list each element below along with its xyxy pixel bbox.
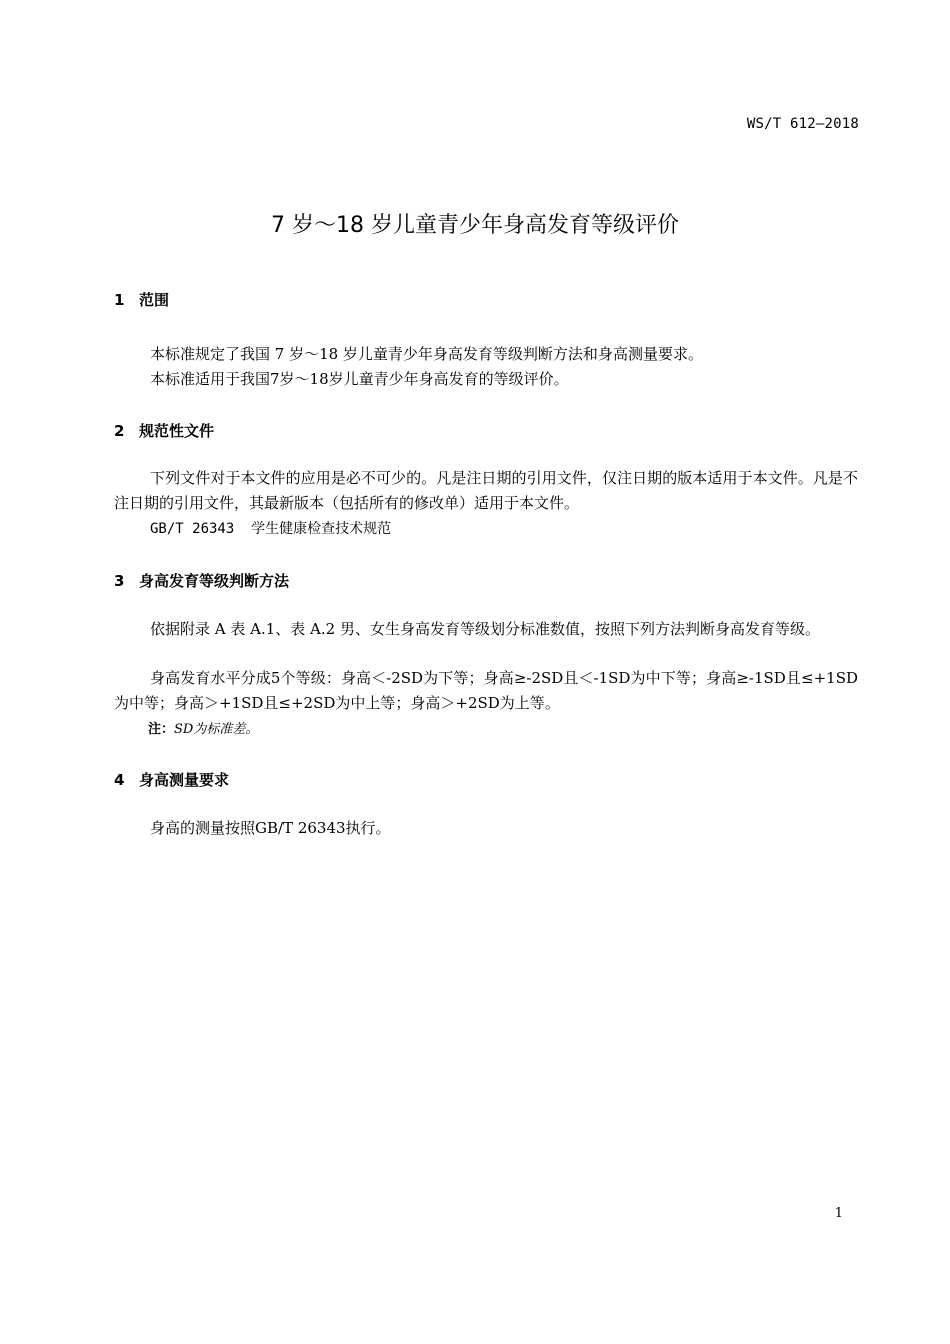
reference-entry: [114, 516, 858, 542]
section-heading-scope: [114, 289, 169, 310]
paragraph: 本标准规定了我国 7 岁～18 岁儿童青少年身高发育等级判断方法和身高测量要求。: [150, 345, 703, 363]
standard-code: WS/T 612—2018: [746, 116, 859, 132]
section-heading-measurement: [114, 769, 229, 790]
note-label: 注：: [148, 722, 175, 737]
paragraph: 本标准适用于我国7岁～18岁儿童青少年身高发育的等级评价。: [150, 370, 569, 388]
paragraph: 身高发育水平分成5个等级：身高＜-2SD为下等；身高≥-2SD且＜-1SD为中下等；身高≥-1SD且≤+1SD为中等；身高＞+1SD且≤+2SD为中上等；身高＞+2SD为上等。: [114, 669, 858, 712]
section-number: 2: [114, 422, 125, 440]
section-title: 身高测量要求: [139, 771, 230, 789]
paragraph: 下列文件对于本文件的应用是必不可少的。凡是注日期的引用文件，仅注日期的版本适用于本文件。凡是不注日期的引用文件，其最新版本（包括所有的修改单）适用于本文件。: [114, 469, 858, 512]
note: [148, 718, 258, 737]
section-heading-grading-method: [114, 570, 289, 591]
section-title: 范围: [139, 291, 170, 309]
section-title: 规范性文件: [139, 422, 215, 440]
document-title: 7 岁～18 岁儿童青少年身高发育等级评价: [271, 213, 679, 238]
section-number: 3: [114, 572, 125, 590]
note-text: SD为标准差。: [174, 722, 259, 737]
section-title: 身高发育等级判断方法: [139, 572, 290, 590]
reference-text: GB/T 26343 学生健康检查技术规范: [150, 521, 392, 537]
paragraph: 身高的测量按照GB/T 26343执行。: [150, 819, 391, 837]
section-number: 4: [114, 771, 125, 789]
section-number: 1: [114, 291, 125, 309]
page-number: 1: [834, 1206, 843, 1221]
paragraph: 依据附录 A 表 A.1、表 A.2 男、女生身高发育等级划分标准数值，按照下列方法判断身高发育等级。: [150, 620, 820, 638]
section-heading-normative-references: [114, 420, 214, 441]
